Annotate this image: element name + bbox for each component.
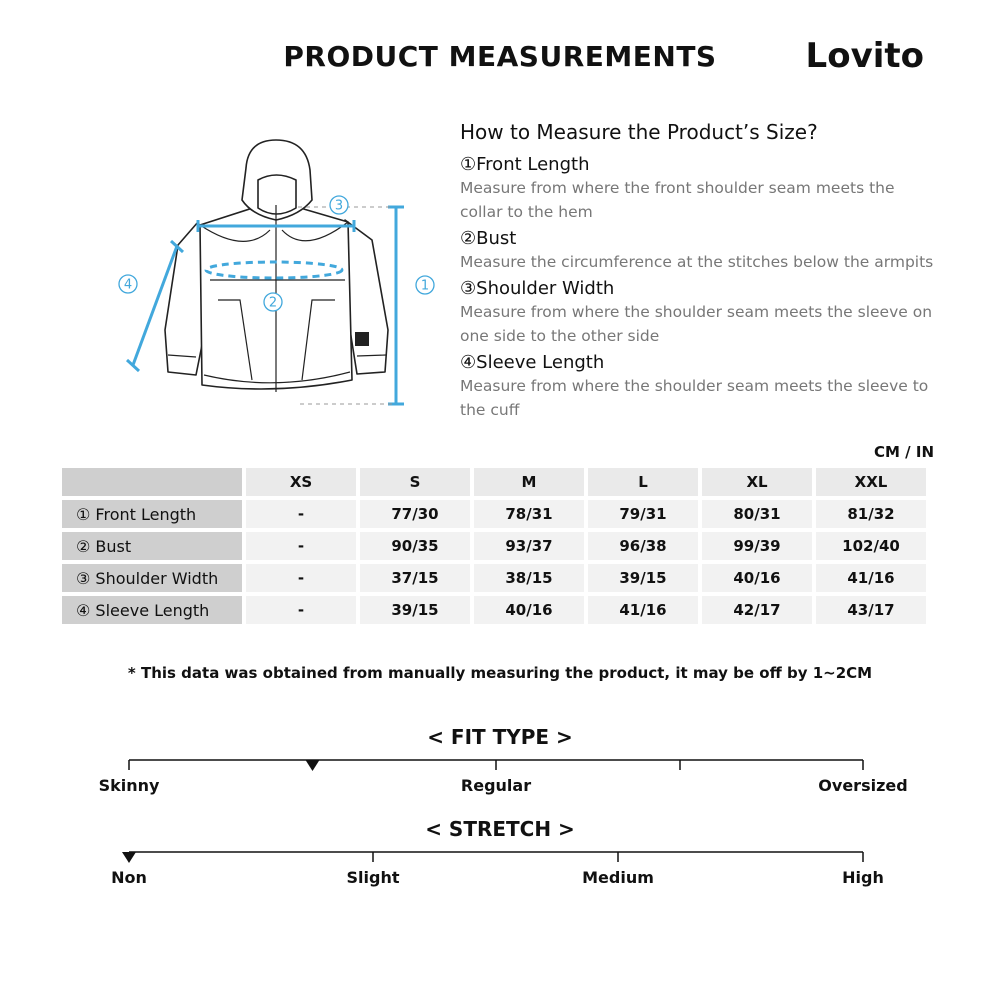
measure-item-shoulder-width [460,278,940,348]
table-cell: 102/40 [816,532,926,560]
stretch-title: < STRETCH > [425,817,575,841]
svg-text:1: 1 [420,278,430,294]
measure-item-sleeve-length [460,352,940,422]
size-table [58,464,930,628]
measurement-note: * This data was obtained from manually measuring the product, it may be off by 1~2CM [127,664,873,682]
table-cell: 40/16 [474,596,584,624]
size-header: XL [702,468,812,496]
svg-text:3: 3 [334,198,344,214]
page-title: PRODUCT MEASUREMENTS [283,40,717,73]
table-cell: 40/16 [702,564,812,592]
fit-type-title: < FIT TYPE > [427,725,573,749]
fit-label-oversized: Oversized [818,776,908,795]
brand-logo: Lovito [805,36,924,76]
measure-item-desc: Measure the circumference at the stitches below the armpits [460,253,934,271]
table-cell: 39/15 [360,596,470,624]
measure-item-desc: Measure from where the front shoulder seam meets the collar to the hem [460,179,895,221]
row-label: ② Bust [62,532,242,560]
how-to-measure-heading: How to Measure the Product’s Size? [460,120,818,144]
table-cell: - [246,532,356,560]
measure-item-front-length [460,154,940,224]
stretch-label-non: Non [111,868,147,887]
measure-item-name: ②Bust [460,228,517,249]
table-cell: 90/35 [360,532,470,560]
table-cell: 42/17 [702,596,812,624]
table-cell: - [246,596,356,624]
brand-tag [355,332,369,346]
measure-item-desc: Measure from where the shoulder seam meets the sleeve on one side to the other side [460,303,933,345]
size-header: S [360,468,470,496]
size-header: L [588,468,698,496]
table-row [62,564,926,592]
hoodie-illustration [95,120,445,420]
table-cell: 41/16 [816,564,926,592]
table-cell: 99/39 [702,532,812,560]
table-cell: 39/15 [588,564,698,592]
measure-item-name: ①Front Length [460,154,590,175]
row-label: ① Front Length [62,500,242,528]
table-cell: - [246,500,356,528]
unit-label: CM / IN [874,443,934,461]
measure-item-name: ④Sleeve Length [460,352,605,373]
table-cell: 38/15 [474,564,584,592]
table-cell: 93/37 [474,532,584,560]
table-row [62,500,926,528]
table-corner [62,468,242,496]
svg-text:2: 2 [268,295,278,311]
row-label: ③ Shoulder Width [62,564,242,592]
table-cell: 77/30 [360,500,470,528]
measure-item-bust [460,228,940,274]
size-header: XS [246,468,356,496]
fit-label-regular: Regular [460,776,532,795]
row-label: ④ Sleeve Length [62,596,242,624]
svg-text:4: 4 [123,277,133,293]
table-cell: 80/31 [702,500,812,528]
fit-type-marker [306,760,320,771]
table-row [62,596,926,624]
table-cell: 79/31 [588,500,698,528]
measure-item-desc: Measure from where the shoulder seam meets the sleeve to the cuff [460,377,929,419]
table-cell: 37/15 [360,564,470,592]
size-header: M [474,468,584,496]
stretch-marker [122,852,136,863]
stretch-scale [0,844,1000,868]
stretch-label-high: High [842,868,884,887]
fit-type-scale [0,752,1000,776]
table-cell: - [246,564,356,592]
stretch-label-slight: Slight [346,868,400,887]
table-cell: 78/31 [474,500,584,528]
table-cell: 41/16 [588,596,698,624]
fit-label-skinny: Skinny [98,776,160,795]
table-row [62,532,926,560]
how-to-measure-panel [460,120,940,426]
table-cell: 96/38 [588,532,698,560]
table-header-row [62,468,926,496]
measure-item-name: ③Shoulder Width [460,278,615,299]
stretch-label-medium: Medium [582,868,654,887]
table-cell: 81/32 [816,500,926,528]
size-header: XXL [816,468,926,496]
table-cell: 43/17 [816,596,926,624]
